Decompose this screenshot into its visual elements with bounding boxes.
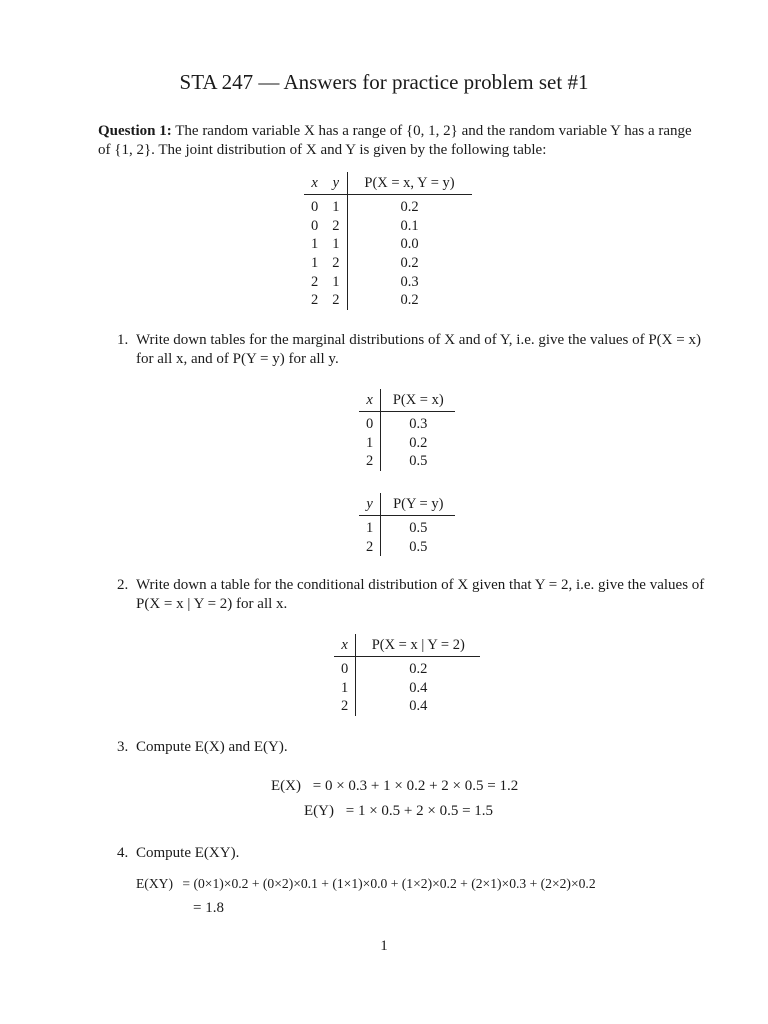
equation-rhs: = (0×1)×0.2 + (0×2)×0.1 + (1×1)×0.0 + (1×2)×0.2 + (2×1)×0.3 + (2×2)×0.2: [182, 876, 596, 891]
table-cell: 2: [359, 452, 381, 471]
item-1: [117, 331, 717, 369]
item-4: [117, 844, 717, 863]
equation-ex: [271, 778, 518, 795]
table-row: [359, 516, 455, 538]
item-2: [117, 576, 717, 614]
equation-rhs: = 0 × 0.3 + 1 × 0.2 + 2 × 0.5 = 1.2: [312, 778, 519, 794]
table-cell: 0.1: [400, 217, 419, 234]
table-header-row: [334, 634, 480, 657]
table-header-cell: P(X = x): [381, 389, 456, 412]
page-title: STA 247 — Answers for practice problem set #1: [179, 70, 589, 94]
table-row: [304, 254, 472, 273]
table-cell: 2: [325, 254, 347, 273]
table-cell: 0: [359, 412, 381, 434]
table-cell: 2: [325, 217, 347, 236]
item-number: 4.: [117, 845, 129, 861]
item-3: [117, 738, 717, 757]
question-text: The random variable X has a range of {0, 1, 2} and the random variable Y has a range of {1, 2}. The joint distribution of X and Y is given by the following table:: [98, 123, 692, 158]
item-text: Write down a table for the conditional distribution of X given that Y = 2, i.e. give the values of P(X = x | Y = 2) for all x.: [136, 577, 705, 612]
table-cell: 0.2: [409, 434, 428, 451]
table-cell: 2: [359, 538, 381, 557]
equation-exy: [136, 876, 596, 892]
table-row: [359, 412, 455, 434]
item-text: Compute E(XY).: [136, 845, 240, 861]
table-row: [304, 195, 472, 217]
table-cell: 0.4: [409, 679, 428, 696]
joint-distribution-table: [304, 172, 472, 310]
marginal-y-table: [359, 493, 455, 556]
item-text: Compute E(X) and E(Y).: [136, 739, 288, 755]
equation-lhs: E(X): [271, 778, 301, 794]
item-number: 1.: [117, 332, 129, 348]
table-header-cell: P(Y = y): [381, 493, 456, 516]
table-header-cell: P(X = x | Y = 2): [356, 634, 481, 657]
table-row: [304, 273, 472, 292]
table-cell: 1: [325, 195, 347, 217]
item-number: 2.: [117, 577, 129, 593]
table-row: [334, 657, 480, 679]
table-row: [334, 697, 480, 716]
table-cell: 0.2: [400, 292, 419, 309]
table-cell: 1: [325, 235, 347, 254]
table-header-cell: y: [359, 493, 381, 516]
table-cell: 1: [311, 254, 319, 271]
table-header-row: [359, 493, 455, 516]
table-row: [359, 538, 455, 557]
table-cell: 1: [359, 516, 381, 538]
equation-lhs: E(Y): [304, 803, 334, 819]
table-header-row: [359, 389, 455, 412]
table-header-cell: x: [334, 634, 356, 657]
item-text: Write down tables for the marginal distributions of X and of Y, i.e. give the values of P(X = x) for all x, and of P(Y = y) for all y.: [136, 332, 701, 367]
table-cell: 2: [334, 697, 356, 716]
table-cell: 1: [325, 273, 347, 292]
table-cell: 0.3: [400, 273, 419, 290]
table-cell: 0.2: [400, 254, 419, 271]
table-cell: 0.3: [409, 415, 428, 432]
table-cell: 0.4: [409, 698, 428, 715]
table-cell: 0: [311, 198, 319, 215]
question-label: Question 1:: [98, 123, 172, 139]
table-header-row: [304, 172, 472, 195]
table-cell: 0.0: [400, 236, 419, 253]
table-cell: 0.5: [409, 453, 428, 470]
table-header-cell: y: [325, 172, 347, 195]
item-number: 3.: [117, 739, 129, 755]
table-cell: 0.2: [409, 660, 428, 677]
table-header-cell: x: [359, 389, 381, 412]
marginal-x-table: [359, 389, 455, 471]
table-row: [304, 235, 472, 254]
equation-lhs: E(XY): [136, 876, 173, 891]
table-cell: 0: [334, 657, 356, 679]
table-cell: 0: [311, 217, 319, 234]
equation-result: = 1.8: [193, 900, 224, 916]
question-1: [98, 122, 698, 160]
table-row: [359, 434, 455, 453]
table-row: [304, 217, 472, 236]
conditional-table: [334, 634, 480, 716]
table-cell: 1: [334, 679, 356, 698]
table-header-cell: x: [304, 172, 325, 195]
table-row: [304, 291, 472, 310]
table-cell: 2: [311, 273, 319, 290]
table-cell: 2: [325, 291, 347, 310]
equation-ey: [304, 803, 493, 820]
table-cell: 1: [359, 434, 381, 453]
table-row: [334, 679, 480, 698]
table-header-cell: P(X = x, Y = y): [347, 172, 472, 195]
table-cell: 1: [311, 236, 319, 253]
page-number: 1: [380, 938, 388, 954]
table-cell: 0.2: [400, 198, 419, 215]
table-cell: 0.5: [409, 519, 428, 536]
equation-exy-result: [193, 900, 224, 917]
table-cell: 0.5: [409, 538, 428, 555]
equation-rhs: = 1 × 0.5 + 2 × 0.5 = 1.5: [345, 803, 494, 819]
table-cell: 2: [311, 292, 319, 309]
table-row: [359, 452, 455, 471]
